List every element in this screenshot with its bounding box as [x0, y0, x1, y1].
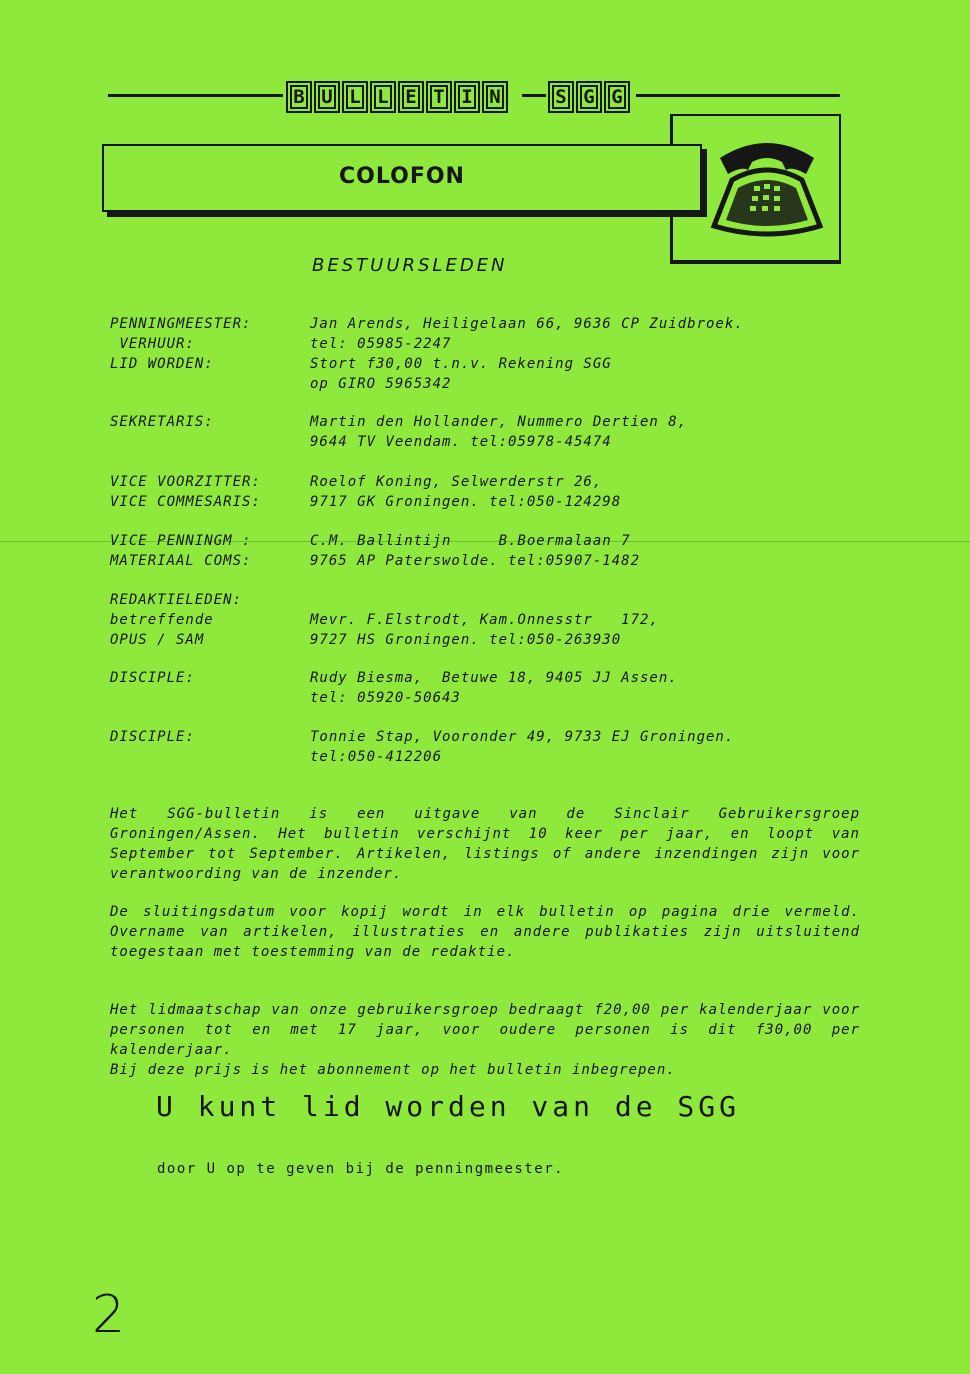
contact-line: 9727 HS Groningen. tel:050-263930 — [310, 632, 622, 648]
role-label: SEKRETARIS: — [110, 414, 214, 430]
masthead-letter: G — [576, 81, 602, 113]
page-number: 2 — [92, 1285, 126, 1345]
contact-line: 9717 GK Groningen. tel:050-124298 — [310, 494, 622, 510]
contact-line: Jan Arends, Heiligelaan 66, 9636 CP Zuidbroek. — [310, 316, 744, 332]
contact-line: C.M. Ballintijn B.Boermalaan 7 — [310, 533, 631, 549]
masthead-bulletin — [286, 81, 508, 111]
join-note: door U op te geven bij de penningmeester. — [157, 1161, 565, 1177]
role-label: LID WORDEN: — [110, 356, 214, 372]
masthead-letter: B — [286, 81, 312, 113]
contact-line: Martin den Hollander, Nummero Dertien 8, — [310, 414, 688, 430]
contact-line: 9644 TV Veendam. tel:05978-45474 — [310, 434, 612, 450]
role-label: DISCIPLE: — [110, 729, 195, 745]
colofon-banner — [102, 144, 702, 212]
subscription-paragraph: Bij deze prijs is het abonnement op het bulletin inbegrepen. — [110, 1062, 676, 1078]
contact-line: Stort f30,00 t.n.v. Rekening SGG — [310, 356, 612, 372]
masthead-letter: L — [370, 81, 396, 113]
contact-line: tel:050-412206 — [310, 749, 443, 765]
role-label: VERHUUR: — [110, 336, 195, 352]
header-rule-left — [108, 94, 283, 97]
masthead-letter: L — [342, 81, 368, 113]
intro-paragraph: Het SGG-bulletin is een uitgave van de Sinclair Gebruikersgroep Groningen/Assen. Het bulletin verschijnt 10 keer per jaar, en loopt van September tot September. Artikelen, listings of andere inzendingen zijn voor verantwoording van de inzender. — [110, 806, 860, 882]
role-label: VICE PENNINGM : — [110, 533, 252, 549]
contact-line: Rudy Biesma, Betuwe 18, 9405 JJ Assen. — [310, 670, 678, 686]
masthead-letter: N — [482, 81, 508, 113]
contact-line: Mevr. F.Elstrodt, Kam.Onnesstr 172, — [310, 612, 659, 628]
masthead-letter: U — [314, 81, 340, 113]
masthead-letter: T — [426, 81, 452, 113]
contact-line: Roelof Koning, Selwerderstr 26, — [310, 474, 603, 490]
page-title: COLOFON — [339, 164, 465, 189]
contact-line: 9765 AP Paterswolde. tel:05907-1482 — [310, 553, 641, 569]
contact-line: op GIRO 5965342 — [310, 376, 452, 392]
join-heading: U kunt lid worden van de SGG — [156, 1090, 741, 1123]
role-label: DISCIPLE: — [110, 670, 195, 686]
masthead-sgg — [548, 81, 630, 111]
section-title: BESTUURSLEDEN — [312, 255, 508, 276]
masthead-letter: S — [548, 81, 574, 113]
masthead-letter: E — [398, 81, 424, 113]
role-label: betreffende — [110, 612, 214, 628]
header-rule-right — [636, 94, 840, 97]
role-label: MATERIAAL COMS: — [110, 553, 252, 569]
deadline-paragraph: De sluitingsdatum voor kopij wordt in elk bulletin op pagina drie vermeld. Overname van artikelen, illustraties en andere publikaties zijn uitsluitend toegestaan met toestemming van de redaktie. — [110, 904, 860, 960]
contact-line: tel: 05985-2247 — [310, 336, 452, 352]
header-rule-mid — [522, 94, 546, 97]
contact-line: tel: 05920-50643 — [310, 690, 461, 706]
membership-paragraph: Het lidmaatschap van onze gebruikersgroep bedraagt f20,00 per kalenderjaar voor personen tot en met 17 jaar, voor oudere personen is dit f30,00 per kalenderjaar. — [110, 1002, 860, 1058]
role-label: REDAKTIELEDEN: — [110, 592, 243, 608]
contact-line: Tonnie Stap, Vooronder 49, 9733 EJ Groningen. — [310, 729, 735, 745]
role-label: PENNINGMEESTER: — [110, 316, 252, 332]
masthead-letter: G — [604, 81, 630, 113]
role-label: VICE COMMESARIS: — [110, 494, 261, 510]
telephone-icon — [702, 130, 832, 240]
role-label: OPUS / SAM — [110, 632, 205, 648]
role-label: VICE VOORZITTER: — [110, 474, 261, 490]
masthead-letter: I — [454, 81, 480, 113]
